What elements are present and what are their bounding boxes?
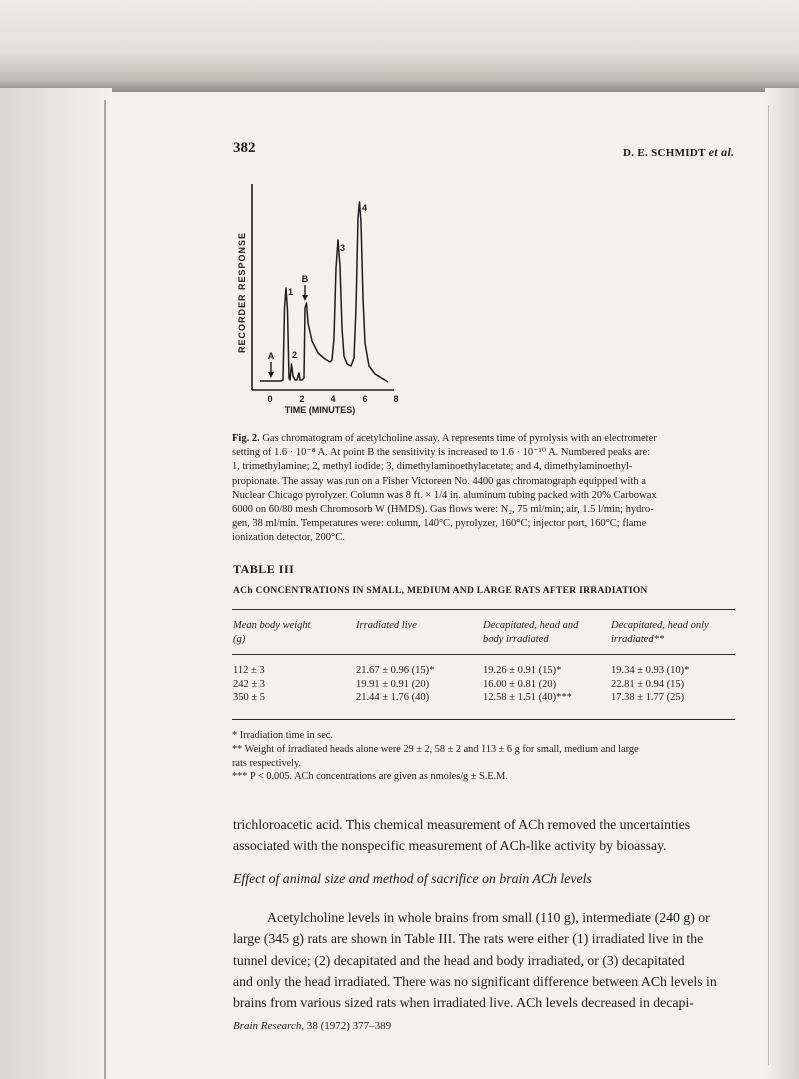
gas-chromatogram-figure bbox=[228, 178, 408, 418]
footnote: * Irradiation time in sec. bbox=[232, 730, 333, 741]
table-cell: 17.38 ± 1.77 (25) bbox=[611, 692, 685, 704]
caption-label: Fig. 2. bbox=[232, 433, 260, 444]
footnote: rats respectively. bbox=[232, 757, 302, 769]
x-tick-label: 6 bbox=[362, 394, 368, 404]
body-line: Acetylcholine levels in whole brains from small (110 g), intermediate (240 g) or bbox=[267, 910, 710, 925]
peak-label: 3 bbox=[340, 243, 346, 253]
caption-line: 1, trimethylamine; 2, methyl iodide; 3, dimethylaminoethylacetate; and 4, dimethylaminoethyl- bbox=[232, 461, 633, 473]
body-paragraph bbox=[233, 907, 736, 1013]
peak-label: 2 bbox=[292, 350, 298, 360]
table-column-header: Decapitated, head and body irradiated bbox=[483, 620, 579, 645]
table-column-header: Mean body weight (g) bbox=[233, 620, 311, 645]
body-line: large (345 g) rats are shown in Table III. The rats were either (1) irradiated live in the bbox=[233, 931, 704, 947]
table-cell: 16.00 ± 0.81 (20) bbox=[483, 678, 557, 690]
caption-line: Fig. 2. Gas chromatogram of acetylcholine assay. A represents time of pyrolysis with an electrometer bbox=[232, 433, 657, 444]
section-heading: Effect of animal size and method of sacrifice on brain ACh levels bbox=[233, 871, 592, 886]
marker-b-arrowhead bbox=[302, 295, 308, 301]
body-line: associated with the nonspecific measurement of ACh-like activity by bioassay. bbox=[233, 838, 667, 854]
table-cell: 12.58 ± 1.51 (40)*** bbox=[483, 692, 572, 704]
table-subtitle: ACh CONCENTRATIONS IN SMALL, MEDIUM AND LARGE RATS AFTER IRRADIATION bbox=[233, 586, 648, 596]
scan-left-margin bbox=[0, 88, 112, 1079]
table-cell: 19.26 ± 0.91 (15)* bbox=[483, 665, 562, 676]
table-cell: 22.81 ± 0.94 (15) bbox=[611, 678, 685, 690]
author-suffix: et al. bbox=[708, 145, 735, 159]
table-column bbox=[611, 664, 689, 705]
table-column bbox=[483, 664, 572, 705]
caption-line: 6000 on 60/80 mesh Chromosorb W (HMDS). Gas flows were: N₂, 75 ml/min; air, 1.5 l/min; hydro- bbox=[232, 504, 654, 516]
body-line: trichloroacetic acid. This chemical measurement of ACh removed the uncertainties bbox=[233, 817, 691, 832]
table-cell: 19.34 ± 0.93 (10)* bbox=[611, 665, 690, 676]
caption-line: ionization detector, 200°C. bbox=[232, 532, 345, 544]
table-footnotes bbox=[232, 729, 738, 784]
page-number: 382 bbox=[233, 140, 256, 156]
table-bottom-rule bbox=[232, 719, 735, 720]
scan-right-edge-line bbox=[768, 105, 769, 1065]
caption-line: gen, 38 ml/min. Temperatures were: column, 140°C, pyrolyzer, 160°C; injector port, 160°C; flame bbox=[232, 518, 647, 530]
body-line: brains from various sized rats when irradiated live. ACh levels decreased in decapi- bbox=[233, 995, 694, 1011]
table-cell: 350 ± 5 bbox=[233, 692, 266, 704]
peak-label: 1 bbox=[288, 287, 294, 297]
marker-a-arrowhead bbox=[268, 372, 274, 378]
scan-binding-line bbox=[104, 100, 106, 1079]
peak-label: 4 bbox=[362, 203, 368, 213]
author-name: D. E. SCHMIDT bbox=[623, 147, 706, 159]
footnote: ** Weight of irradiated heads alone were 29 ± 2, 58 ± 2 and 113 ± 6 g for small, medium and large bbox=[232, 743, 639, 755]
scan-top-shadow bbox=[0, 0, 799, 92]
journal-footer bbox=[233, 1020, 391, 1032]
marker-a-label: A bbox=[267, 351, 275, 361]
x-tick-label: 2 bbox=[299, 394, 305, 404]
table-column bbox=[356, 664, 434, 705]
x-tick-label: 8 bbox=[393, 394, 399, 404]
table-header-rule bbox=[232, 654, 735, 655]
table-column bbox=[233, 664, 265, 705]
journal-name: Brain Research, bbox=[233, 1020, 305, 1032]
x-tick-label: 4 bbox=[330, 394, 336, 404]
body-line: tunnel device; (2) decapitated and the head and body irradiated, or (3) decapitated bbox=[233, 952, 685, 968]
marker-b-label: B bbox=[301, 274, 309, 284]
caption-line: setting of 1.6 · 10⁻⁸ A. At point B the sensitivity is increased to 1.6 · 10⁻¹⁰ A. Numbered peaks are: bbox=[232, 447, 651, 459]
x-tick-label: 0 bbox=[267, 394, 273, 404]
running-header-author bbox=[623, 145, 734, 160]
figure-caption bbox=[232, 432, 738, 546]
table-cell: 112 ± 3 bbox=[233, 665, 265, 676]
footnote: *** P < 0.005. ACh concentrations are given as nmoles/g ± S.E.M. bbox=[232, 771, 508, 783]
table-cell: 19.91 ± 0.91 (20) bbox=[356, 678, 430, 690]
journal-citation: 38 (1972) 377–389 bbox=[306, 1020, 392, 1032]
table-cell: 242 ± 3 bbox=[233, 678, 266, 690]
body-paragraph bbox=[233, 814, 736, 857]
table-column-header: Irradiated live bbox=[356, 620, 417, 631]
caption-line: propionate. The assay was run on a Fisher Victoreen No. 4400 gas chromatograph equipped with a bbox=[232, 475, 646, 487]
table-column-header: Decapitated, head only irradiated** bbox=[611, 620, 709, 645]
chromatogram-trace bbox=[260, 202, 388, 382]
table-top-rule bbox=[232, 609, 735, 610]
body-line: and only the head irradiated. There was no significant difference between ACh levels in bbox=[233, 973, 717, 989]
table-cell: 21.44 ± 1.76 (40) bbox=[356, 692, 430, 704]
table-title: TABLE III bbox=[233, 562, 295, 576]
table-cell: 21.67 ± 0.96 (15)* bbox=[356, 665, 435, 676]
y-axis-label: RECORDER RESPONSE bbox=[237, 231, 247, 353]
caption-line: Nuclear Chicago pyrolyzer. Column was 8 ft. × 1/4 in. aluminum tubing packed with 20% Carbowax bbox=[232, 489, 657, 501]
scan-right-margin bbox=[765, 88, 799, 1079]
x-axis-label: TIME (MINUTES) bbox=[284, 405, 356, 415]
